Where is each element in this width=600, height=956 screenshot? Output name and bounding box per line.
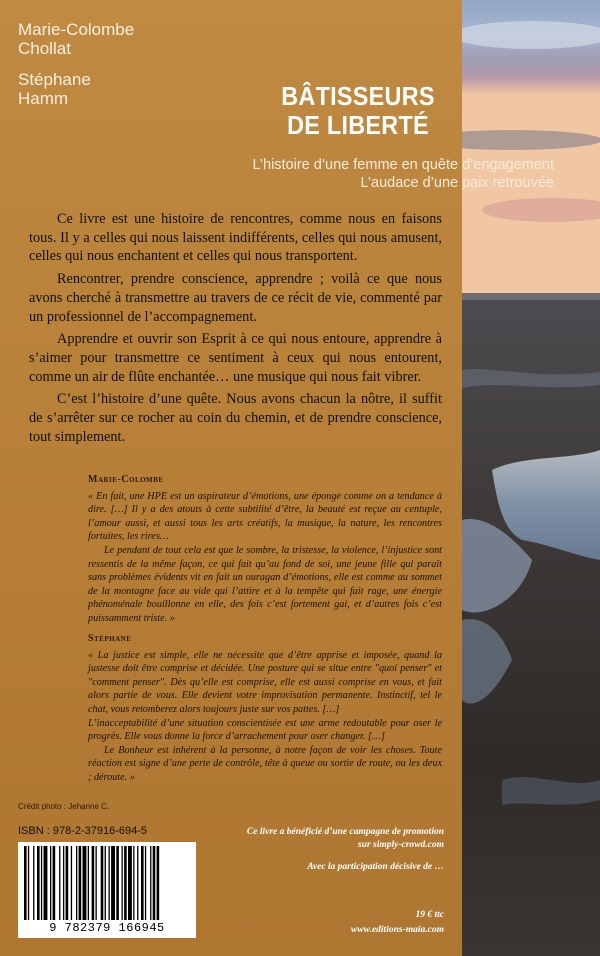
quote-author: Stéphane bbox=[88, 633, 132, 644]
barcode-bar bbox=[50, 846, 51, 920]
barcode-bar bbox=[109, 846, 110, 920]
barcode-bar bbox=[116, 846, 119, 920]
book-title bbox=[277, 82, 439, 140]
barcode-bar bbox=[153, 846, 156, 920]
barcode-bar bbox=[71, 846, 72, 920]
barcode-bar bbox=[88, 846, 89, 920]
quote-author: Marie-Colombe bbox=[88, 474, 164, 485]
book-title-line-1: BÂTISSEURS bbox=[281, 81, 435, 111]
barcode-bar bbox=[150, 846, 151, 920]
barcode-bar bbox=[157, 846, 160, 920]
barcode-bar bbox=[59, 846, 60, 920]
author-1-last-name: Chollat bbox=[18, 39, 71, 58]
blurb-paragraph: Rencontrer, prendre conscience, apprendre ; voilà ce que nous avons cherché à transmettre au travers de ce récit de vie, commenté par un professionnel de l’accompagnement. bbox=[29, 271, 442, 325]
barcode-bar bbox=[111, 846, 115, 920]
subtitle-line-1: L’histoire d’une femme en quête d’engagement bbox=[252, 157, 554, 173]
barcode-bar bbox=[105, 846, 106, 920]
quote-paragraph: Le Bonheur est inhérent à la personne, à notre façon de voir les choses. Toute réaction est signe d’une perte de contrôle, tête à queue ou sortie de route, ou les deux ; déroute. » bbox=[88, 744, 442, 783]
quote-stephane bbox=[88, 632, 442, 785]
barcode-bar bbox=[66, 846, 69, 920]
barcode-bar bbox=[122, 846, 123, 920]
blurb-paragraph: Ce livre est une histoire de rencontres, comme nous en faisons tous. Il y a celles qui nous laissent indifférents, celles qui nous amusent, celles qui nous enchantent et celles qui nous transportent. bbox=[29, 211, 442, 265]
seascape-photo bbox=[462, 0, 600, 956]
author-2-first-name: Stéphane bbox=[18, 70, 91, 89]
author-1-first-name: Marie-Colombe bbox=[18, 20, 135, 39]
barcode-bar bbox=[83, 846, 87, 920]
quote-paragraph: Le pendant de tout cela est que le sombre, la tristesse, la violence, l’injustice sont ressentis de la même façon, ce qui fait qu’au fond de soi, une jeune fille qui paraît sans problèmes évidents vit en fait un ouragan d’émotions, elle est comme au sommet de la montagne face au vide qui l’attire et à la tempête qui fait rage, une énergie phénoménale bouillonne en elle, des fois c’est fortement gai, et d’autres fois c’est puissamment triste. » bbox=[88, 544, 442, 624]
barcode-bar bbox=[53, 846, 56, 920]
barcode-bar bbox=[41, 846, 42, 920]
quote-paragraph: L’inacceptabilité d’une situation conscientisée est une arme redoutable pour oser le progrès. Elle vous donne la force d’arrachement pour oser changer. […] bbox=[88, 717, 442, 743]
book-subtitle bbox=[253, 156, 554, 192]
barcode-bar bbox=[24, 846, 27, 920]
barcode-bar bbox=[137, 846, 138, 920]
barcode-bar bbox=[124, 846, 127, 920]
blurb-paragraph: C’est l’histoire d’une quête. Nous avons chacun la nôtre, il suffit de s’arrêter sur ce rocher au coin du chemin, et de prendre conscience, tout simplement. bbox=[29, 391, 442, 445]
photo-credit: Crédit photo : Jehanne C. bbox=[18, 802, 110, 811]
blurb-paragraph: Apprendre et ouvrir son Esprit à ce qui nous entoure, apprendre à s’aimer pour transmettre ce sentiment à ceux qui nous entourent, comme un air de flûte enchantée… une musique qui nous fait vibrer. bbox=[29, 331, 442, 385]
book-title-line-2: DE LIBERTÉ bbox=[287, 110, 429, 140]
author-names bbox=[18, 20, 134, 108]
barcode-bar bbox=[37, 846, 40, 920]
subtitle-line-2: L’audace d’une paix retrouvée bbox=[360, 175, 554, 191]
promo-text bbox=[247, 826, 444, 851]
barcode-bar bbox=[28, 846, 29, 920]
barcode-number: 9 782379 166945 bbox=[18, 921, 196, 935]
barcode-bar bbox=[33, 846, 34, 920]
participation-text: Avec la participation décisive de … bbox=[307, 862, 444, 872]
isbn: ISBN : 978-2-37916-694-5 bbox=[18, 825, 148, 837]
barcode-bar bbox=[63, 846, 64, 920]
barcode-bar bbox=[128, 846, 132, 920]
quote-paragraph: « La justice est simple, elle ne nécessite que d’être apprise et imposée, quand la justesse doit être comprise et décidée. Une posture qui se situe entre "quoi penser" et "comment penser". Dès qu’elle est comprise, elle est aussi comprise en vous, et fait alors partie de vous. Elle devient votre improvisation permanente. Instinctif, tel le chat, vous retomberez alors toujours juste sur vos pattes. […] bbox=[88, 649, 442, 715]
price: 19 € ttc bbox=[415, 910, 444, 920]
quote-paragraph: « En fait, une HPE est un aspirateur d’émotions, une éponge comme on a tendance à dire. […] Il y a des atouts à cette subtilité d’être, la beauté est reçue au centuple, l’amour aussi, et aussi tous les arts créatifs, la musique, la nature, les rencontres fortuites, les rires… bbox=[88, 490, 442, 543]
author-2-last-name: Hamm bbox=[18, 89, 69, 108]
barcode-bar bbox=[145, 846, 146, 920]
barcode-bar bbox=[141, 846, 144, 920]
promo-line-2: sur simply-crowd.com bbox=[357, 839, 444, 850]
barcode-bars bbox=[18, 842, 196, 922]
barcode-bar bbox=[92, 846, 95, 920]
blurb-text bbox=[29, 210, 442, 450]
barcode-bar bbox=[79, 846, 82, 920]
barcode-bar bbox=[133, 846, 134, 920]
barcode-bar bbox=[101, 846, 104, 920]
barcode-bar bbox=[44, 846, 48, 920]
quote-marie-colombe bbox=[88, 473, 442, 626]
publisher-website: www.editions-maia.com bbox=[350, 925, 444, 935]
barcode-bar bbox=[76, 846, 77, 920]
promo-line-1: Ce livre a bénéficié d’une campagne de promotion bbox=[246, 827, 444, 837]
barcode-bar bbox=[96, 846, 97, 920]
